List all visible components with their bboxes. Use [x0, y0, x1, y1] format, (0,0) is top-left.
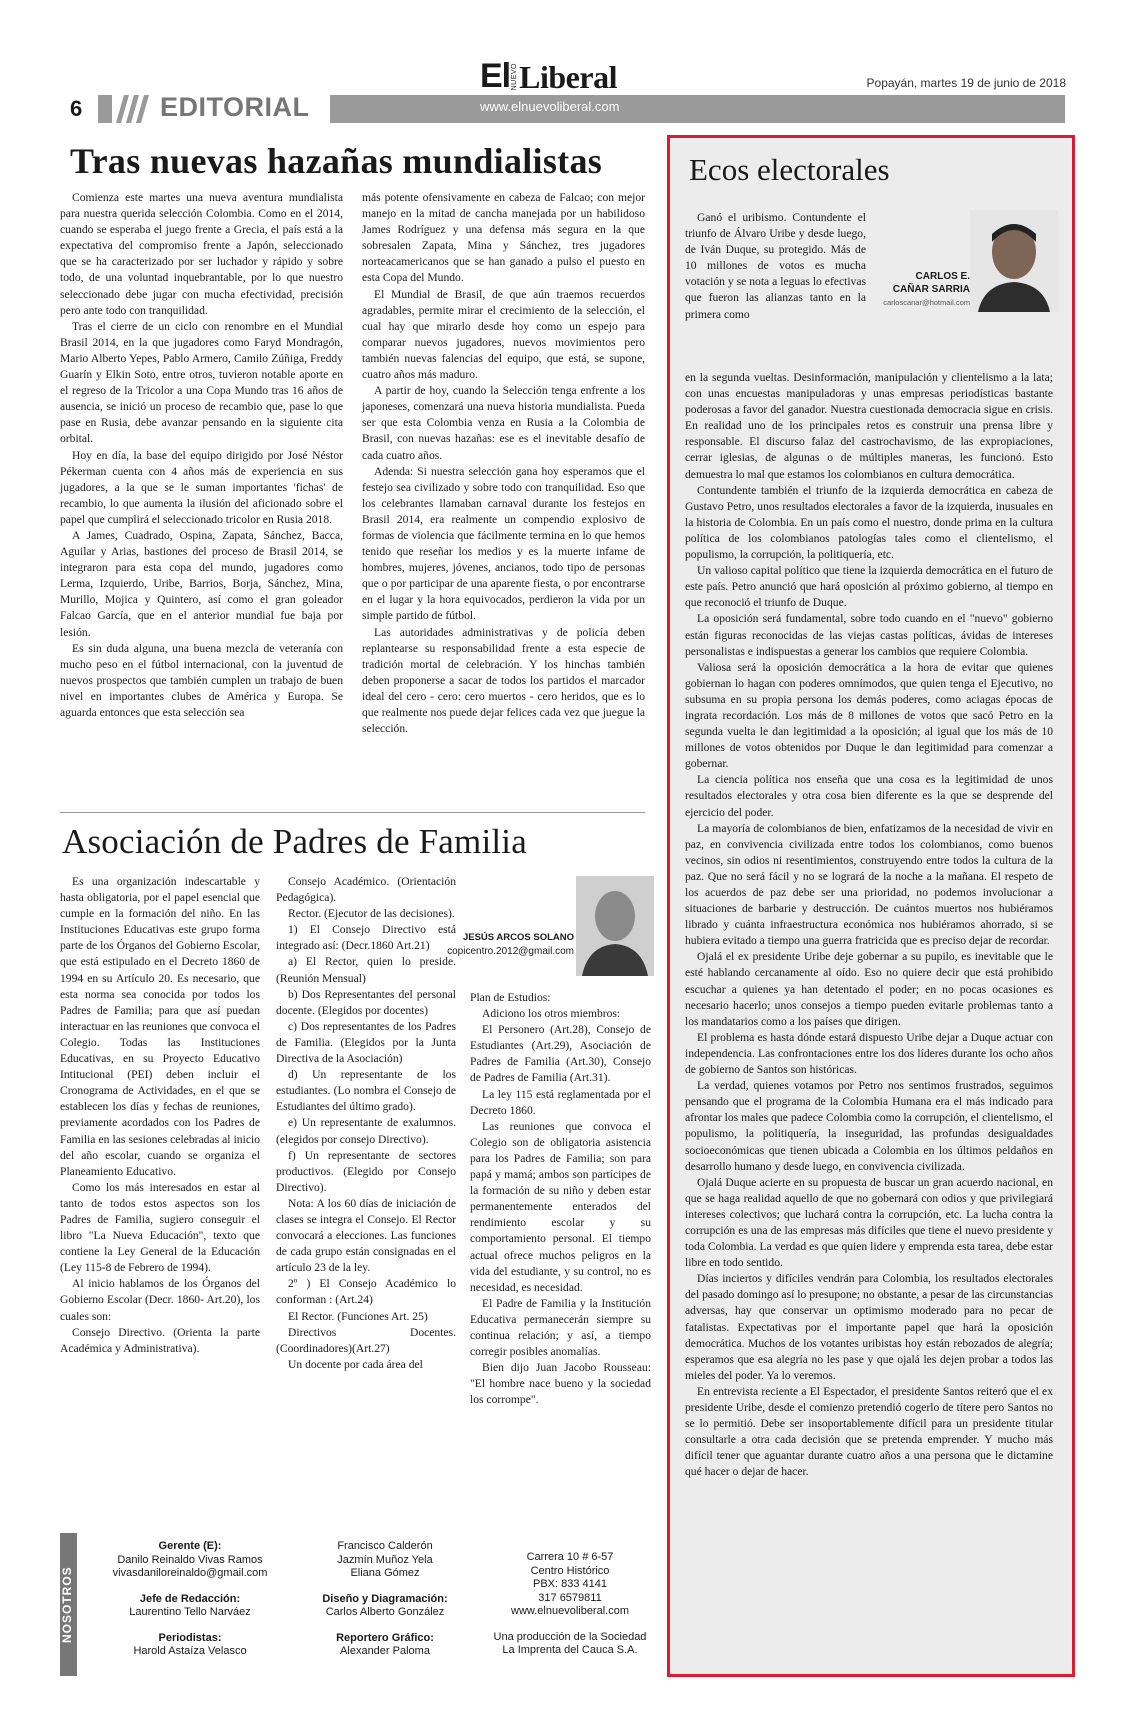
- contact-column: [480, 1551, 660, 1658]
- staff-name: Jazmín Muñoz Yela: [337, 1553, 433, 1566]
- paragraph: Directivos Docentes. (Coordinadores)(Art.27): [276, 1325, 456, 1355]
- paragraph: Un docente por cada área del: [288, 1357, 423, 1371]
- author-photo: [576, 876, 654, 976]
- author-name: JESÚS ARCOS SOLANO: [462, 932, 574, 943]
- paragraph: Comienza este martes una nueva aventura mundialista para nuestra querida selección Colombia. Como en el 2014, cuando se esperaba el juego frente a Grecia, el país está a la expectativa del compromiso frente a Japón, seleccionado que se ha caracterizado por ser luchador y rápido y sobre todo, de una voluntad inquebrantable, por lo que nuestro seleccionado debe jugar con mucha efectividad, precisión pero ante todo con tranquilidad.: [60, 191, 343, 317]
- author-portrait-icon: [970, 210, 1058, 312]
- paragraph: Valiosa será la oposición democrática a la hora de evitar que quienes gobiernan lo hagan con poderes omnímodos, que quien tenga el Ejecutivo, no subsuma en su propia persona los demás poderes, como aciagas épocas de ingrata recordación. Los más de 8 millones de votos que sacó Petro en la segunda vuelta le dan legitimidad a la oposición; al igual que los más de 10 millones de votos obtenidos por Duque le dan legitimidad para comenzar a gobernar.: [685, 660, 1053, 771]
- production-credit: Una producción de la Sociedad: [493, 1630, 647, 1643]
- paragraph: Ojalá Duque acierte en su propuesta de buscar un gran acuerdo nacional, en que se haga realidad aquello de que no gobernará con odios y que privilegiará intereses colectivos; que luchará contra la corrupción, etc. La lucha contra la corrupción es una de las empresas más difíciles que tiene el nuevo presidente y toda Colombia. La verdad es que quien lidere y emprenda esta tarea, debe estar libre en todo sentido.: [685, 1175, 1053, 1270]
- author-photo: [970, 210, 1058, 312]
- author-name: CAÑAR SARRIA: [892, 284, 970, 295]
- paragraph: Días inciertos y difíciles vendrán para Colombia, los resultados electorales del pasado domingo así lo presupone; no obstante, a pesar de las circunstancias adversas, hay que conservar un optimismo moderado para no pecar de fatalistas. Expectativas por el importante papel que hará la oposición democrática. Muchos de los votantes uribistas hoy están rebozados de alegría; esperamos que esa alegría no les pase y que ojalá les dejen probar a todos las mieles del poder. Ya lo veremos.: [685, 1272, 1053, 1382]
- paragraph: Rector. (Ejecutor de las decisiones).: [288, 907, 455, 921]
- phone-pbx: PBX: 833 4141: [532, 1578, 607, 1590]
- staff-name: Alexander Paloma: [340, 1645, 430, 1657]
- paragraph: Adenda: Si nuestra selección gana hoy esperamos que el festejo sea civilizado y sobre todo con tranquilidad. Eso que los celebrantes llamaban carnaval durante los festejos en Brasil 2014, era realmente un compendio explosivo de formas de violencia que fácilmente termina en lo que hemos tenido que reseñar los medios y es la muerte infame de hombres, mujeres, jóvenes, ancianos, todo tipo de personas que o por participar de una aparente fiesta, o por encontrarse en el lugar y la hora equivocados, perdieron la vida por un simple partido de fútbol.: [362, 464, 645, 623]
- staff-name: Danilo Reinaldo Vivas Ramos: [117, 1553, 263, 1566]
- paragraph: Como los más interesados en estar al tanto de todos estos aspectos son los Padres de Familia, sugiero conseguir el libro "La Nueva Educación", texto que contiene la Ley General de la Educación (Ley 115-8 de Febrero de 1994).: [60, 1180, 260, 1275]
- editorial-headline: Tras nuevas hazañas mundialistas: [70, 141, 603, 181]
- paragraph: d) Un representante de los estudiantes. (Lo nombra el Consejo de Estudiantes del último grado).: [276, 1068, 456, 1114]
- paragraph: e) Un representante de exalumnos.(elegidos por consejo Directivo).: [276, 1116, 456, 1146]
- page-number: 6: [60, 95, 98, 123]
- author-email: carloscanar@hotmail.com: [883, 298, 970, 307]
- logo-liberal: Liberal: [519, 59, 617, 95]
- address-line: Carrera 10 # 6-57: [526, 1551, 614, 1563]
- section-slash-icon: [112, 95, 152, 123]
- paragraph: Las autoridades administrativas y de policía deben replantearse su responsabilidad frente a esta especie de tradición mortal de celebración. Y los hinchas también deben proponerse a sacar de todos los partidos el marcador ideal del cero - cero: cero muertos - cero heridos, que es lo que realmente nos puede dejar felices cada vez que juegue la selección.: [362, 625, 645, 736]
- paragraph: La oposición será fundamental, sobre todo cuando en el "nuevo" gobierno están figuras reconocidas de las viejas castas políticas, ávidas de intereses personalistas e indispuestas a generar los cambios que requiere Colombia.: [685, 612, 1053, 658]
- paragraph: En entrevista reciente a El Espectador, el presidente Santos reiteró que el ex presidente Uribe, desde el comienzo pretendió cogerlo de títere pero Santos no se lo permitió. Debe ser insoportablemente difícil para un presidente titular consultarle a otra cada decisión que se pretenda emprender. Y mucho más difícil tener que aguantar durante cuatro años a una persona que le dictamine qué hacer o dejar de hacer.: [685, 1384, 1053, 1479]
- staff-title: Diseño y Diagramación:: [322, 1592, 448, 1605]
- staff-title: Jefe de Redacción:: [139, 1592, 241, 1605]
- logo-nuevo: NUEVO: [511, 62, 519, 90]
- author-name: CARLOS E.: [915, 271, 970, 282]
- author-portrait-icon: [576, 876, 654, 976]
- paragraph: Consejo Académico. (Orientación Pedagógica).: [276, 875, 456, 905]
- paragraph: El problema es hasta dónde estará dispuesto Uribe dejar a Duque actuar con independencia. Las confrontaciones entre los dos líderes durante los ocho años de gobierno de Santos son históricas.: [685, 1030, 1053, 1077]
- ecos-intro: [672, 210, 866, 323]
- paragraph: c) Dos representantes de los Padres de Familia. (Elegidos por la Junta Directiva de la Asociación): [276, 1019, 456, 1066]
- paragraph: a) El Rector, quien lo preside. (Reunión Mensual): [276, 955, 456, 985]
- paragraph: El Personero (Art.28), Consejo de Estudiantes (Art.29), Asociación de Padres de Familia (Art.30), Consejo de Padres de Familia (Art.31).: [470, 1023, 651, 1085]
- column-headline: Ecos electorales: [689, 152, 890, 187]
- asociacion-column-2: [276, 874, 456, 1373]
- address-line: Centro Histórico: [530, 1564, 610, 1577]
- paragraph: La verdad, quienes votamos por Petro nos sentimos frustrados, seguimos pensando que el programa de la Colombia Humana era el más indicado para afrontar los males que padece Colombia como la corrupción, el clientelismo, el populismo, la politiquería, la inseguridad, las profundas desigualdades socioeconómicas que tienen ubicada a Colombia en los últimos peldaños en desarrollo humano y desde luego, en convivencia civilizada.: [685, 1079, 1053, 1173]
- staff-name: Laurentino Tello Narváez: [129, 1606, 251, 1618]
- staff-title: Reportero Gráfico:: [336, 1631, 434, 1644]
- section-title: EDITORIAL: [160, 92, 310, 122]
- paragraph: 1) El Consejo Directivo está integrado así: (Decr.1860 Art.21): [276, 923, 456, 953]
- staff-email: vivasdaniloreinaldo@gmail.com: [112, 1567, 268, 1579]
- paragraph: Es una organización indescartable y hasta obligatoria, por el papel esencial que cumple en la formación del niño. En las Instituciones Educativas este grupo forma parte de los Órganos del Gobierno Escolar, que está estipulado en el Decreto 1860 de 1994 en su Artículo 20. Es necesario, que esta norma sea conocida por todos los Padres de Familia; para que así puedan interactuar en las reuniones que convoca el Colegio. Todas las Instituciones Educativas, en su Proyecto Educativo Intitucional (PEI) deben incluir el Cronograma de Actividades, en el que se establecen los días y fechas de reuniones, previamente acordados con los Padres de Familia en las sesiones celebradas al inicio del año escolar, cuando se organiza el Planeamiento Educativo.: [60, 875, 260, 1178]
- asociacion-column-1: [60, 874, 260, 1357]
- dateline: Popayán, martes 19 de junio de 2018: [866, 76, 1066, 90]
- paragraph: El Rector. (Funciones Art. 25): [288, 1309, 428, 1323]
- paragraph: Bien dijo Juan Jacobo Rousseau: "El hombre nace bueno y la sociedad los corrompe".: [470, 1361, 651, 1407]
- paragraph: f) Un representante de sectores productivos. (Elegido por Consejo Directivo).: [276, 1148, 456, 1194]
- paragraph: Adiciono los otros miembros:: [482, 1007, 621, 1021]
- phone-mobile: 317 6579811: [538, 1591, 602, 1604]
- editorial-column-2: [362, 190, 645, 737]
- divider: [60, 812, 645, 813]
- paragraph: El Mundial de Brasil, de que aún traemos recuerdos agradables, permite mirar el crecimiento de la selección, el cual hay que mirarlo desde hoy como un espejo para comparar nuevos jugadores, nuevos movimientos pero también nuevas falencias del equipo, que está, se supone, cuatro años más maduro.: [362, 287, 645, 382]
- paragraph: b) Dos Representantes del personal docente. (Elegidos por docentes): [276, 987, 456, 1017]
- paragraph: Ojalá el ex presidente Uribe deje gobernar a su pupilo, es inevitable que le esté hablando cercanamente al oído. Eso no quiere decir que está prohibido escuchar a quienes ya han detentado el poder; en no pocas ocasiones es necesario hacerlo; unos consejos a tiempo pueden evitarle problemas tanto a los mandatarios como a los países que dirigen.: [685, 950, 1053, 1028]
- staff-column-2: [285, 1540, 485, 1659]
- paragraph: 2º ) El Consejo Académico lo conforman : (Art.24): [276, 1277, 456, 1307]
- author-email: copicentro.2012@gmail.com: [447, 946, 574, 957]
- editorial-column-1: [60, 190, 343, 721]
- staff-name: Carlos Alberto González: [325, 1606, 445, 1618]
- paragraph: Nota: A los 60 días de iniciación de clases se integra el Consejo. El Rector convocará a elecciones. Las funciones de cada grupo están consignadas en el artículo 23 de la ley.: [276, 1196, 456, 1275]
- paragraph: La ley 115 está reglamentada por el Decreto 1860.: [470, 1087, 651, 1117]
- paragraph: El Padre de Familia y la Institución Educativa permanecerán siempre su continua relación; y así, a tiempo corregir posibles anomalías.: [470, 1296, 651, 1359]
- staff-title: Periodistas:: [158, 1631, 222, 1644]
- paragraph: La ciencia política nos enseña que una cosa es la legitimidad de unos resultados electorales y otra cosa bien diferente es la que se desprende del ejercicio del poder.: [685, 773, 1053, 819]
- paragraph: Contundente también el triunfo de la izquierda democrática en cabeza de Gustavo Petro, unos resultados electorales a favor de la izquierda, inusuales en la historia de Colombia. En un país como el nuestro, donde prima en la cultura política de los colombianos patologías tales como el clientelismo, el populismo, la corrupción, la politiquería, etc.: [685, 483, 1053, 562]
- paragraph: Consejo Directivo. (Orienta la parte Académica y Administrativa).: [60, 1325, 260, 1355]
- footer-label: NOSOTROS: [60, 1566, 74, 1643]
- ecos-body: [685, 370, 1053, 1480]
- paragraph: Las reuniones que convoca el Colegio son de obligatoria asistencia para los Padres de Familia; son para papá y mamá; ambos son partícipes de la formación de su niño y deben estar permanentemente enterados del rendimiento escolar y su comportamiento personal. El tiempo actual ofrece muchos peligros en la vida del estudiante, y su control, no es necesidad, es necesidad.: [470, 1119, 651, 1294]
- production-credit: La Imprenta del Cauca S.A.: [502, 1644, 638, 1656]
- author-byline: [440, 931, 574, 959]
- paragraph: A partir de hoy, cuando la Selección tenga enfrente a los japoneses, comenzará una nueva historia mundialista. Pueda ser que esta Colombia venza en Rusia a la Colombia de Brasil, con nuevas hazañas: ese es el inevitable desafío de cada cuatro años.: [362, 384, 645, 462]
- staff-name: Francisco Calderón: [337, 1540, 433, 1552]
- paragraph: A James, Cuadrado, Ospina, Zapata, Sánchez, Bacca, Aguilar y Arias, bastiones del proceso de Brasil 2014, se integraron para esta copa del mundo, jugadores como Lerma, Izquierdo, Uribe, Barrios, Borja, Sánchez, Mina, Murillo, Mojica y Quintero, así como el gran goleador Falcao García, que en el anterior mundial fue baja por lesión.: [60, 528, 343, 639]
- paragraph: en la segunda vueltas. Desinformación, manipulación y clientelismo a la lata; con unas encuestas manipuladoras y unas empresas periodísticas bastante poderosas a favor del ganador. Nuestra cuestionada democracia sigue en crisis. En realidad uno de los principales retos es construir una prensa libre y responsable. El discurso falaz del castrochavismo, de las expropiaciones, cerrar iglesias, de algunas o de múltiples maneras, les funcionó. Esto demuestra lo mal que estamos los colombianos en cultura democrática.: [685, 371, 1053, 481]
- column-headline: Asociación de Padres de Familia: [62, 822, 527, 861]
- paragraph: Es sin duda alguna, una buena mezcla de veteranía con mucho peso en el fútbol internacional, con la juventud de nuevos prospectos que también cumplen un trabajo de buen nivel en importantes clubes de América y Europa. Se aguarda entonces que esta selección sea: [60, 641, 343, 719]
- staff-column-1: [80, 1540, 300, 1659]
- paragraph: La mayoría de colombianos de bien, enfatizamos de la necesidad de vivir en paz, en convivencia civilizada entre todos los colombianos, como buenos vecinos, sin odios ni resentimientos, construyendo entre todos la cultura de la paz. Que no será fácil y no se logrará de la noche a la mañana. El respeto de los acuerdos de paz debe ser una prioridad, no podemos involucionar a situaciones de barbarie y destrucción. De cuántos muertos nos hubiéramos librado y cuánta infraestructura económica nos hubiéramos ahorrado, si se hubiera evitado a tiempo una guerra fratricida que es preciso dejar de recordar.: [685, 821, 1053, 948]
- paragraph: Un valioso capital político que tiene la izquierda democrática en el futuro de este país. Petro anunció que hará oposición al próximo gobierno, al tiempo en que reconoció el triunfo de Duque.: [685, 564, 1053, 610]
- paragraph: Al inicio hablamos de los Órganos del Gobierno Escolar (Decr. 1860- Art.20), los cuales son:: [60, 1277, 260, 1323]
- logo-el: El: [480, 57, 511, 95]
- author-byline: [860, 270, 970, 309]
- paragraph: Hoy en día, la base del equipo dirigido por José Néstor Pékerman cuenta con 4 años más de experiencia en sus jugadores, a la que se le suman importantes 'fichas' de recambio, lo que aumenta la ilusión del aficionado sobre el papel que cumplirá el seleccionado tricolor en Rusia 2018.: [60, 448, 343, 526]
- staff-name: Harold Astaíza Velasco: [133, 1645, 247, 1657]
- paragraph: Plan de Estudios:: [470, 991, 551, 1004]
- paragraph: Tras el cierre de un ciclo con renombre en el Mundial Brasil 2014, en la que jugadores como Faryd Mondragón, Mario Alberto Yepes, Pablo Armero, Camilo Zúñiga, Freddy Guarín y Elkin Soto, entre otros, tuvieron notable aporte en el regreso de la Tricolor a una Copa Mundo tras 16 años de ausencia, se inició un proceso de recambio que, pase lo que pase en Rusia, debe avanzar pensando en la siguiente cita orbital.: [60, 319, 343, 446]
- website-link[interactable]: www.elnuevoliberal.com: [511, 1605, 629, 1617]
- asociacion-column-3: [470, 990, 651, 1408]
- staff-title: Gerente (E):: [158, 1540, 222, 1552]
- staff-name: Eliana Gómez: [350, 1567, 420, 1579]
- masthead-logo: [480, 55, 640, 93]
- paragraph: más potente ofensivamente en cabeza de Falcao; con mejor manejo en la mitad de cancha manejada por un habilidoso James Rodríguez y una defensa más segura en la que sobresalen Zapata, Mina y Sánchez, tres jugadores norteacamericanos que se han ganado a pulso el puesto en esta Copa del Mundo.: [362, 191, 645, 285]
- paragraph: Ganó el uribismo. Contundente el triunfo de Álvaro Uribe y desde luego, de Iván Duque, su protegido. Más de 10 millones de votos es mucha votación y se nota a leguas lo efectivas que fueron las alianzas tanto en la primera como: [685, 211, 866, 321]
- website-url: www.elnuevoliberal.com: [480, 99, 620, 114]
